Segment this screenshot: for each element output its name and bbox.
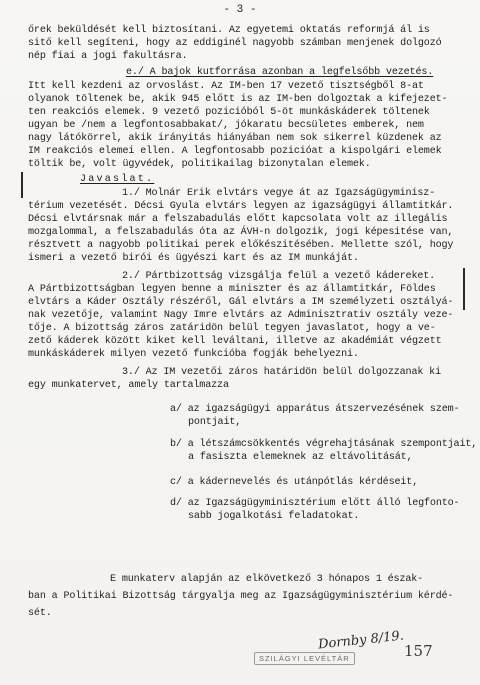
text-line: E munkaterv alapján az elkövetkező 3 hónapos 1 észak- xyxy=(110,574,424,585)
handwritten-signature: Dornby 8/19. xyxy=(317,628,405,653)
text-line: olyanok töltenek be, akik 945 előtt is az IM-ben dolgoztak a kifejezet- xyxy=(28,94,448,105)
text-line: 1./ Molnár Erik elvtárs vegye át az Igazságügyminisz- xyxy=(122,188,436,199)
text-line: sét. xyxy=(28,608,52,619)
margin-mark xyxy=(21,172,23,198)
text-line: ten reakciós elemek. 9 vezető pozicióból 5-öt munkáskáderek töltenek xyxy=(28,107,430,118)
list-item: b/ a létszámcsökkentés végrehajtásának szempontjait, xyxy=(170,439,478,450)
text-line: mozgalommal, a felszabadulás óta az ÁVH-n dolgozik, jogi képesitése van, xyxy=(28,227,454,238)
archive-stamp: SZILÁGYI LEVÉLTÁR xyxy=(254,652,355,665)
text-line: zető káderek között kiket kell leváltani, illetve az akadémiát végzett xyxy=(28,336,442,347)
text-line: A Pártbizottságban legyen benne a miniszter és az államtitkár, Földes xyxy=(28,284,436,295)
text-line: 3./ Az IM vezetői záros határidön belül dolgozzanak ki xyxy=(122,367,441,378)
text-line: résztvett a nagyobb politikai perek előkészitésében. Mellette szól, hogy xyxy=(28,240,454,251)
text-line: nak vezetője, valamint Nagy Imre elvtárs az Adminisztrativ osztály veze- xyxy=(28,310,454,321)
text-line: ismeri a vezető birói és ügyészi kart és az IM munkáját. xyxy=(28,253,359,264)
page-number: - 3 - xyxy=(223,4,257,16)
text-line: munkáskáderek milyen vezető funkcióba fogják behelyezni. xyxy=(28,349,359,360)
text-line: nagy látókörrel, akik irányitás hiányában nem sok sikerrel küzdenek az xyxy=(28,133,442,144)
list-item: c/ a kádernevelés és utánpótlás kérdéseit, xyxy=(170,477,419,488)
text-line: Itt kell kezdeni az orvoslást. Az IM-ben 17 vezető tisztségből 8-at xyxy=(28,81,424,92)
folio-number: 157 xyxy=(404,642,433,660)
list-item: a/ az igazságügyi apparátus átszervezésének szem- xyxy=(170,404,460,415)
text-line: sitő kell segíteni, hogy az eddiginél nagyobb számban menjenek dolgozó xyxy=(28,38,442,49)
list-item: d/ az Igazságügyminisztérium előtt álló legfonto- xyxy=(170,498,460,509)
text-line: Décsi elvtársnak már a felszabadulás előtt kapcsolata volt az illegális xyxy=(28,214,448,225)
text-line: elvtárs a Káder Osztály részéről, Gál elvtárs a IM személyzeti osztályá- xyxy=(28,297,454,308)
text-line: 2./ Pártbizottság vizsgálja felül a vezető kádereket. xyxy=(122,271,436,282)
margin-mark xyxy=(463,268,465,310)
list-item: pontjait, xyxy=(188,417,242,428)
proposal-heading: Javaslat. xyxy=(80,174,155,185)
text-line: nép fiai a jogi fakultásra. xyxy=(28,51,188,62)
text-line: tője. A bizottság záros zatáridön belül tegyen javaslatot, hogy a ve- xyxy=(28,323,436,334)
text-line: egy munkatervet, amely tartalmazza xyxy=(28,380,229,391)
text-line: töltik be, volt ügyvédek, politikailag bizonytalan elemek. xyxy=(28,159,371,170)
section-heading: e./ A bajok kutforrása azonban a legfelsőbb vezetés. xyxy=(126,67,434,78)
text-line: IM reakciós elemei ellen. A legfontosabb pozicióat a kispolgári elemek xyxy=(28,146,442,157)
list-item: sabb jogalkotási feladatokat. xyxy=(188,511,360,522)
text-line: ban a Politikai Bizottság tárgyalja meg az Igazságügyminisztérium kérdé- xyxy=(28,591,454,602)
list-item: a fasiszta elemeknek az eltávolitását, xyxy=(188,452,413,463)
text-line: őrek beküldését kell biztosítani. Az egyetemi oktatás reformjá ál is xyxy=(28,25,430,36)
text-line: ugyan be /nem a legfontosabbakat/, jókaratu becsületes emberek, nem xyxy=(28,120,424,131)
text-line: térium vezetését. Décsi Gyula elvtárs legyen az igazságügyi államtitkár. xyxy=(28,201,454,212)
